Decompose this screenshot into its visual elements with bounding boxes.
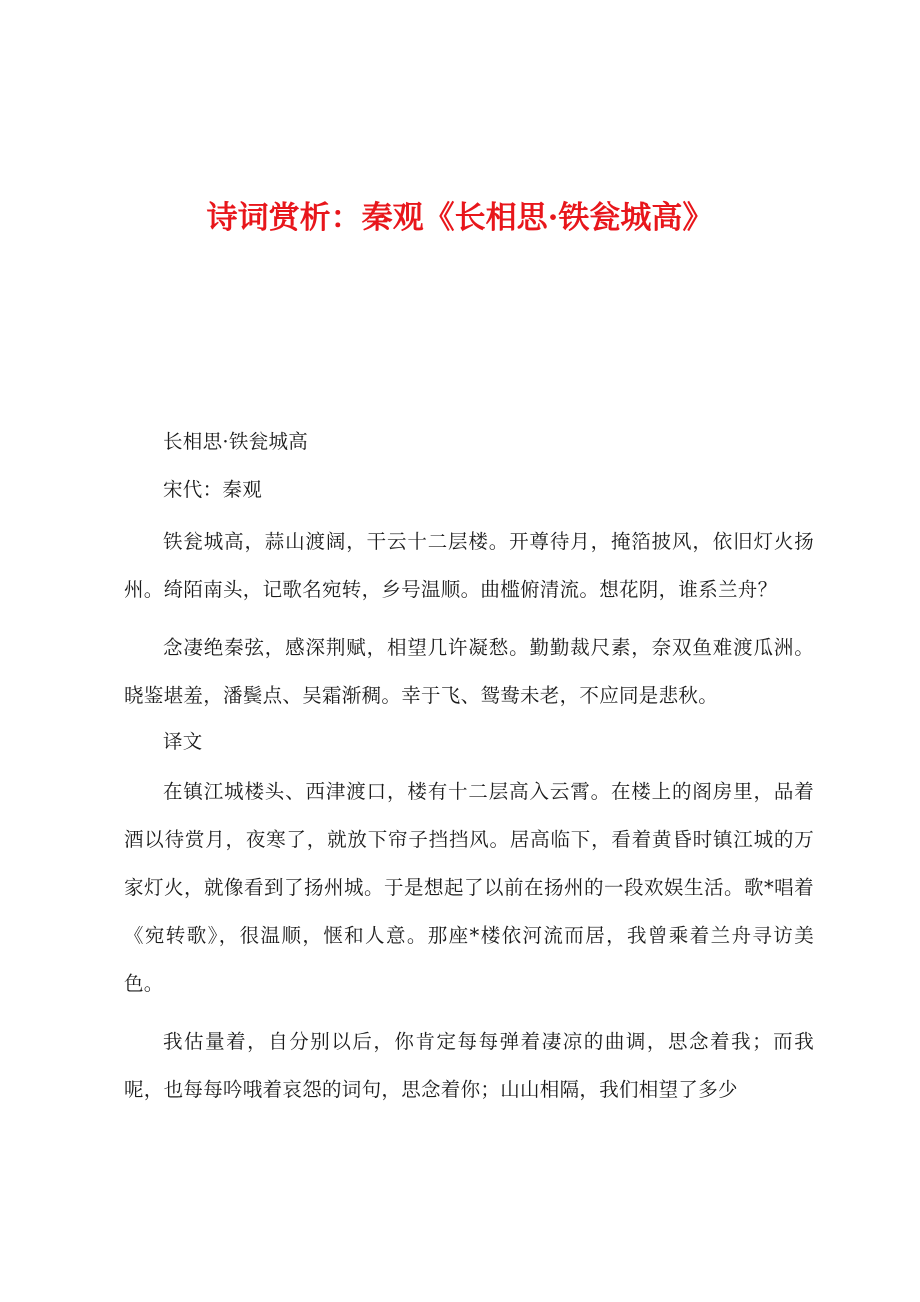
translation-paragraph-1: 在镇江城楼头、西津渡口，楼有十二层高入云霄。在楼上的阁房里，品着酒以待赏月，夜寒了，就放下帘子挡挡风。居高临下，看着黄昏时镇江城的万家灯火，就像看到了扬州城。于是想起了以前在扬州的一段欢娱生活。歌*唱着《宛转歌》，很温顺，惬和人意。那座*楼依河流而居，我曾乘着兰舟寻访美色。: [124, 780, 814, 995]
translation-heading: 译文: [163, 730, 203, 753]
document-body: [124, 420, 814, 1114]
poem-title: 长相思·铁瓮城高: [163, 430, 309, 453]
document-title: 诗词赏析：秦观《长相思·铁瓮城高》: [206, 200, 714, 236]
poem-author: 宋代：秦观: [163, 478, 263, 501]
poem-stanza-2: 念凄绝秦弦，感深荆赋，相望几许凝愁。勤勤裁尺素，奈双鱼难渡瓜洲。晓鉴堪羞，潘鬓点、吴霜渐稠。幸于飞、鸳鸯未老，不应同是悲秋。: [124, 636, 814, 707]
poem-stanza-1: 铁瓮城高，蒜山渡阔，干云十二层楼。开尊待月，掩箔披风，依旧灯火扬州。绮陌南头，记歌名宛转，乡号温顺。曲槛俯清流。想花阴，谁系兰舟？: [124, 530, 814, 601]
translation-paragraph-2: 我估量着，自分别以后，你肯定每每弹着凄凉的曲调，思念着我；而我呢，也每每吟哦着哀怨的词句，思念着你；山山相隔，我们相望了多少: [124, 1030, 814, 1101]
